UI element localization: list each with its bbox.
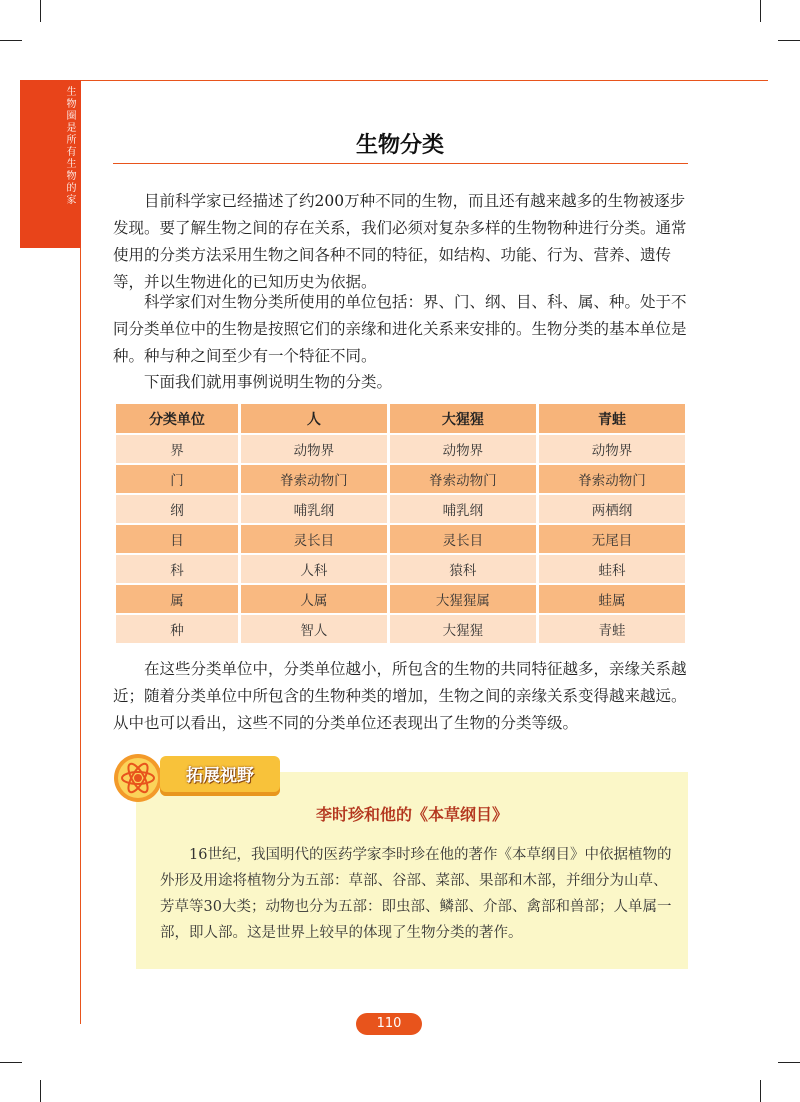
crop-mark <box>0 1062 22 1063</box>
classification-table <box>113 402 688 645</box>
paragraph-intro: 目前科学家已经描述了约200万种不同的生物，而且还有越来越多的生物被逐步发现。要了解生物之间的存在关系，我们必须对复杂多样的生物物种进行分类。通常使用的分类方法采用生物之间各种不同的特征，如结构、功能、行为、营养、遗传等，并以生物进化的已知历史为依据。 <box>113 192 687 291</box>
crop-mark <box>760 1080 761 1102</box>
table-cell: 动物界 <box>390 435 536 463</box>
table-cell: 蛙属 <box>539 585 685 613</box>
paragraph-conclusion: 在这些分类单位中，分类单位越小，所包含的生物的共同特征越多，亲缘关系越近；随着分类单位中所包含的生物种类的增加，生物之间的亲缘关系变得越来越远。从中也可以看出，这些不同的分类单位还表现出了生物的分类等级。 <box>113 660 687 732</box>
table-cell: 脊索动物门 <box>390 465 536 493</box>
title-underline <box>113 163 688 164</box>
table-cell: 青蛙 <box>539 615 685 643</box>
table-cell: 脊索动物门 <box>539 465 685 493</box>
table-cell: 人属 <box>241 585 387 613</box>
table-row <box>116 555 685 583</box>
callout-title: 李时珍和他的《本草纲目》 <box>315 805 508 824</box>
table-cell: 猿科 <box>390 555 536 583</box>
table-cell: 种 <box>116 615 238 643</box>
chapter-side-tab-text: 生物圈是所有生物的家 <box>64 86 75 206</box>
header-rule <box>20 80 768 81</box>
table-header-cell: 大猩猩 <box>390 404 536 433</box>
table-cell: 动物界 <box>539 435 685 463</box>
table-cell: 动物界 <box>241 435 387 463</box>
table-cell: 人科 <box>241 555 387 583</box>
table-header-cell: 分类单位 <box>116 404 238 433</box>
table-cell: 界 <box>116 435 238 463</box>
table-cell: 大猩猩 <box>390 615 536 643</box>
table-cell: 门 <box>116 465 238 493</box>
crop-mark <box>760 0 761 22</box>
table-cell: 智人 <box>241 615 387 643</box>
crop-mark <box>40 1080 41 1102</box>
table-cell: 无尾目 <box>539 525 685 553</box>
table-cell: 灵长目 <box>390 525 536 553</box>
table-cell: 两栖纲 <box>539 495 685 523</box>
crop-mark <box>778 40 800 41</box>
table-cell: 纲 <box>116 495 238 523</box>
table-header-cell: 青蛙 <box>539 404 685 433</box>
extension-badge: 拓展视野 <box>160 756 280 796</box>
paragraph-example: 下面我们就用事例说明生物的分类。 <box>144 373 393 391</box>
paragraph-units: 科学家们对生物分类所使用的单位包括：界、门、纲、目、科、属、种。处于不同分类单位中的生物是按照它们的亲缘和进化关系来安排的。生物分类的基本单位是种。种与种之间至少有一个特征不同。 <box>113 293 687 365</box>
table-row <box>116 495 685 523</box>
table-cell: 脊索动物门 <box>241 465 387 493</box>
table-cell: 哺乳纲 <box>390 495 536 523</box>
crop-mark <box>778 1062 800 1063</box>
crop-mark <box>40 0 41 22</box>
page-number: 110 <box>356 1013 422 1035</box>
table-cell: 属 <box>116 585 238 613</box>
table-header-cell: 人 <box>241 404 387 433</box>
table-row <box>116 435 685 463</box>
table-header-row <box>116 404 685 433</box>
table-cell: 蛙科 <box>539 555 685 583</box>
table-cell: 科 <box>116 555 238 583</box>
table-row <box>116 525 685 553</box>
table-row <box>116 615 685 643</box>
table-cell: 目 <box>116 525 238 553</box>
table-row <box>116 585 685 613</box>
table-cell: 大猩猩属 <box>390 585 536 613</box>
callout-body: 16世纪，我国明代的医药学家李时珍在他的著作《本草纲目》中依据植物的外形及用途将植物分为五部：草部、谷部、菜部、果部和木部，并细分为山草、芳草等30大类；动物也分为五部：即虫部、鳞部、介部、禽部和兽部；人单属一部，即人部。这是世界上较早的体现了生物分类的著作。 <box>160 847 672 941</box>
table-cell: 灵长目 <box>241 525 387 553</box>
table-row <box>116 465 685 493</box>
crop-mark <box>0 40 22 41</box>
section-title: 生物分类 <box>355 133 444 158</box>
atom-icon <box>112 752 164 804</box>
table-cell: 哺乳纲 <box>241 495 387 523</box>
